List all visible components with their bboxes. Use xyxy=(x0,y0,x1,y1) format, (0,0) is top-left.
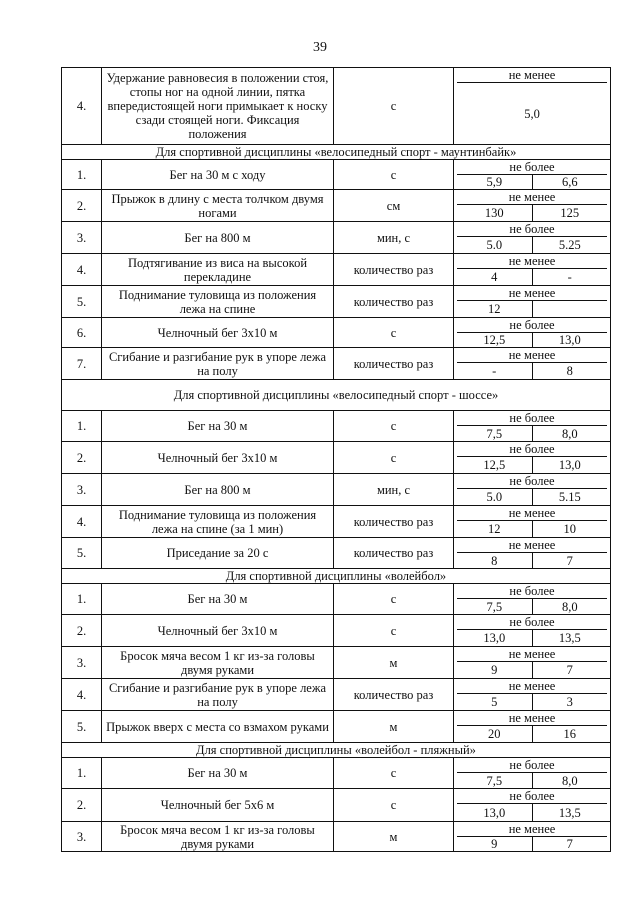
norm-value-boys: 7,5 xyxy=(486,773,503,788)
norm-value-pair xyxy=(457,333,607,347)
norm-values xyxy=(457,711,607,742)
norm-values-cell xyxy=(454,68,611,145)
section-header-row xyxy=(62,743,611,758)
exercise-name: Челночный бег 3x10 м xyxy=(102,615,334,647)
norm-value-girls: 5.15 xyxy=(532,489,608,505)
norm-value-girls: 16 xyxy=(532,726,608,742)
section-header-row xyxy=(62,380,611,411)
norm-values xyxy=(457,348,607,379)
norm-value-boys: 4 xyxy=(491,270,498,284)
exercise-name: Сгибание и разгибание рук в упоре лежа на полу xyxy=(102,679,334,711)
norm-value-pair xyxy=(457,662,607,678)
norm-value-boys: 13,0 xyxy=(483,631,506,645)
exercise-name: Челночный бег 3x10 м xyxy=(102,442,334,474)
norm-values-cell xyxy=(454,758,611,789)
norm-values xyxy=(457,789,607,821)
row-number: 3. xyxy=(62,822,102,852)
norm-value-boys: 13,0 xyxy=(483,805,506,820)
table-row xyxy=(62,442,611,474)
table-row xyxy=(62,254,611,286)
exercise-name: Бросок мяча весом 1 кг из-за головы двумя руками xyxy=(102,647,334,679)
unit-of-measure: м xyxy=(334,822,454,852)
unit-of-measure: с xyxy=(334,789,454,822)
norm-values xyxy=(457,442,607,473)
norm-value-boys: 20 xyxy=(488,727,501,741)
norm-condition-label: не менее xyxy=(457,647,607,662)
norm-value-girls: 7 xyxy=(532,837,608,851)
norm-value-boys: 12 xyxy=(488,302,501,316)
norm-values xyxy=(457,647,607,678)
norm-values-cell xyxy=(454,286,611,318)
norm-value-boys: - xyxy=(492,364,497,378)
unit-of-measure: с xyxy=(334,442,454,474)
norm-values-cell xyxy=(454,615,611,647)
table-row xyxy=(62,789,611,822)
norm-values-cell xyxy=(454,222,611,254)
norm-condition-label: не менее xyxy=(457,822,607,837)
norm-value-boys: 5.0 xyxy=(486,238,503,252)
exercise-name: Прыжок в длину с места толчком двумя ногами xyxy=(102,190,334,222)
norm-values xyxy=(457,584,607,614)
norm-condition-label: не более xyxy=(457,411,607,426)
section-title: Для спортивной дисциплины «велосипедный спорт - шоссе» xyxy=(62,380,611,411)
norm-value-girls: 7 xyxy=(532,553,608,568)
table-row xyxy=(62,160,611,190)
row-number: 5. xyxy=(62,538,102,569)
norm-value-boys: 8 xyxy=(491,553,498,568)
norm-values-cell xyxy=(454,190,611,222)
unit-of-measure: с xyxy=(334,318,454,348)
exercise-name: Поднимание туловища из положения лежа на спине xyxy=(102,286,334,318)
row-number: 4. xyxy=(62,254,102,286)
norm-value-pair xyxy=(457,269,607,285)
norm-value-boys: 12 xyxy=(488,522,501,536)
unit-of-measure: м xyxy=(334,647,454,679)
norm-condition-label: не менее xyxy=(457,679,607,694)
exercise-name: Удержание равновесия в положении стоя, стопы ног на одной линии, пятка впередистоящей ноги примыкает к носку сзади стоящей ноги. Фиксация положения xyxy=(102,68,334,145)
norm-value-pair xyxy=(457,804,607,821)
exercise-name: Бег на 30 м xyxy=(102,584,334,615)
norm-values xyxy=(457,190,607,221)
table-row xyxy=(62,190,611,222)
section-title: Для спортивной дисциплины «волейбол - пляжный» xyxy=(62,743,611,758)
norm-values-cell xyxy=(454,538,611,569)
norm-value-pair xyxy=(457,694,607,710)
table-row xyxy=(62,348,611,380)
row-number: 5. xyxy=(62,711,102,743)
section-header-row xyxy=(62,569,611,584)
exercise-name: Бег на 30 м с ходу xyxy=(102,160,334,190)
norm-values-cell xyxy=(454,318,611,348)
table-row xyxy=(62,758,611,789)
norm-condition-label: не более xyxy=(457,318,607,333)
norm-condition-label: не менее xyxy=(457,711,607,726)
exercise-name: Бег на 800 м xyxy=(102,474,334,506)
norm-condition-label: не менее xyxy=(457,254,607,269)
norm-condition-label: не менее xyxy=(457,538,607,553)
norm-value-pair xyxy=(457,205,607,221)
norm-condition-label: не менее xyxy=(457,348,607,363)
norm-value-boys: 5 xyxy=(491,695,498,709)
table-row xyxy=(62,679,611,711)
norm-value-pair xyxy=(457,726,607,742)
unit-of-measure: количество раз xyxy=(334,348,454,380)
norm-value-pair xyxy=(457,426,607,441)
unit-of-measure: количество раз xyxy=(334,679,454,711)
exercise-name: Челночный бег 3x10 м xyxy=(102,318,334,348)
norm-value-pair xyxy=(457,521,607,537)
norm-value-girls: 5.25 xyxy=(532,237,608,253)
norm-values-cell xyxy=(454,474,611,506)
norms-table-body xyxy=(62,68,611,852)
unit-of-measure: с xyxy=(334,68,454,145)
unit-of-measure: количество раз xyxy=(334,506,454,538)
table-row xyxy=(62,538,611,569)
unit-of-measure: количество раз xyxy=(334,286,454,318)
norm-value-pair xyxy=(457,175,607,189)
table-row xyxy=(62,222,611,254)
norm-value-girls: 7 xyxy=(532,662,608,678)
norm-value-pair xyxy=(457,457,607,473)
norm-value-boys: 12,5 xyxy=(483,333,506,347)
table-row xyxy=(62,711,611,743)
norm-values xyxy=(457,615,607,646)
norm-values-cell xyxy=(454,711,611,743)
norm-value-girls: 8,0 xyxy=(532,599,608,614)
row-number: 2. xyxy=(62,190,102,222)
row-number: 3. xyxy=(62,222,102,254)
norm-condition-label: не более xyxy=(457,615,607,630)
norm-condition-label: не менее xyxy=(457,506,607,521)
norm-values xyxy=(457,758,607,788)
norm-values xyxy=(457,822,607,851)
norm-value-boys: 5,9 xyxy=(486,175,503,189)
row-number: 6. xyxy=(62,318,102,348)
norm-values-cell xyxy=(454,822,611,852)
unit-of-measure: с xyxy=(334,411,454,442)
norm-value-girls: 13,5 xyxy=(532,804,608,821)
row-number: 3. xyxy=(62,647,102,679)
norm-values xyxy=(457,538,607,568)
exercise-name: Сгибание и разгибание рук в упоре лежа на полу xyxy=(102,348,334,380)
table-row xyxy=(62,286,611,318)
row-number: 5. xyxy=(62,286,102,318)
exercise-name: Бег на 30 м xyxy=(102,758,334,789)
norm-values xyxy=(457,254,607,285)
row-number: 7. xyxy=(62,348,102,380)
norm-condition-label: не менее xyxy=(457,286,607,301)
norm-values-cell xyxy=(454,411,611,442)
unit-of-measure: см xyxy=(334,190,454,222)
norm-value-boys: 7,5 xyxy=(486,599,503,614)
row-number: 1. xyxy=(62,758,102,789)
unit-of-measure: мин, с xyxy=(334,474,454,506)
table-row xyxy=(62,474,611,506)
row-number: 2. xyxy=(62,615,102,647)
row-number: 4. xyxy=(62,506,102,538)
unit-of-measure: с xyxy=(334,584,454,615)
section-header-row xyxy=(62,145,611,160)
page-number: 39 xyxy=(313,40,327,55)
row-number: 2. xyxy=(62,442,102,474)
norm-value-pair xyxy=(457,301,607,317)
norm-values-cell xyxy=(454,506,611,538)
norm-values xyxy=(457,286,607,317)
exercise-name: Приседание за 20 с xyxy=(102,538,334,569)
norm-values-cell xyxy=(454,584,611,615)
unit-of-measure: количество раз xyxy=(334,254,454,286)
norm-values xyxy=(457,679,607,710)
norm-values xyxy=(457,160,607,189)
norm-condition-label: не более xyxy=(457,789,607,804)
norm-value-girls: 8,0 xyxy=(532,773,608,788)
norm-value-pair xyxy=(457,837,607,851)
norm-value-boys: 5,0 xyxy=(524,106,540,121)
norm-values-cell xyxy=(454,679,611,711)
unit-of-measure: мин, с xyxy=(334,222,454,254)
norm-value-girls xyxy=(532,301,608,317)
norm-value-pair xyxy=(457,363,607,379)
norm-value-girls: 13,0 xyxy=(532,457,608,473)
section-title: Для спортивной дисциплины «велосипедный спорт - маунтинбайк» xyxy=(62,145,611,160)
norm-value-girls: 3 xyxy=(532,694,608,710)
row-number: 4. xyxy=(62,679,102,711)
row-number: 3. xyxy=(62,474,102,506)
row-number: 4. xyxy=(62,68,102,145)
norm-condition-label: не более xyxy=(457,442,607,457)
row-number: 1. xyxy=(62,411,102,442)
unit-of-measure: с xyxy=(334,160,454,190)
norm-value-pair xyxy=(457,237,607,253)
table-row xyxy=(62,318,611,348)
norm-values xyxy=(457,474,607,505)
norm-values xyxy=(457,318,607,347)
table-row xyxy=(62,506,611,538)
norm-value-girls: 6,6 xyxy=(532,175,608,189)
table-row xyxy=(62,822,611,852)
norm-values-cell xyxy=(454,348,611,380)
norm-value-boys: 9 xyxy=(491,663,498,677)
norm-value-boys: 7,5 xyxy=(486,426,503,441)
norm-value-girls: 8,0 xyxy=(532,426,608,441)
table-row xyxy=(62,68,611,145)
norm-value-pair xyxy=(457,83,607,144)
norm-value-pair xyxy=(457,553,607,568)
norm-value-boys: 5.0 xyxy=(486,490,503,504)
norm-values xyxy=(457,68,607,144)
norm-condition-label: не более xyxy=(457,584,607,599)
exercise-name: Бросок мяча весом 1 кг из-за головы двумя руками xyxy=(102,822,334,852)
norm-value-girls: 13,0 xyxy=(532,333,608,347)
unit-of-measure: м xyxy=(334,711,454,743)
norm-value-boys: 12,5 xyxy=(483,458,506,472)
norm-values-cell xyxy=(454,254,611,286)
norm-values xyxy=(457,506,607,537)
norm-condition-label: не менее xyxy=(457,190,607,205)
norm-value-pair xyxy=(457,489,607,505)
norm-value-pair xyxy=(457,630,607,646)
norm-values xyxy=(457,411,607,441)
norm-value-girls: 125 xyxy=(532,205,608,221)
exercise-name: Бег на 30 м xyxy=(102,411,334,442)
row-number: 2. xyxy=(62,789,102,822)
unit-of-measure: с xyxy=(334,758,454,789)
unit-of-measure: количество раз xyxy=(334,538,454,569)
norm-condition-label: не более xyxy=(457,758,607,773)
norm-values xyxy=(457,222,607,253)
exercise-name: Бег на 800 м xyxy=(102,222,334,254)
norm-value-girls: 8 xyxy=(532,363,608,379)
norm-value-pair xyxy=(457,773,607,788)
norm-condition-label: не более xyxy=(457,160,607,175)
table-row xyxy=(62,647,611,679)
norm-value-girls: - xyxy=(532,269,608,285)
norm-value-girls: 10 xyxy=(532,521,608,537)
norm-condition-label: не более xyxy=(457,222,607,237)
exercise-name: Прыжок вверх с места со взмахом руками xyxy=(102,711,334,743)
exercise-name: Подтягивание из виса на высокой перекладине xyxy=(102,254,334,286)
table-row xyxy=(62,615,611,647)
norm-values-cell xyxy=(454,789,611,822)
exercise-name: Поднимание туловища из положения лежа на спине (за 1 мин) xyxy=(102,506,334,538)
row-number: 1. xyxy=(62,584,102,615)
norm-values-cell xyxy=(454,160,611,190)
section-title: Для спортивной дисциплины «волейбол» xyxy=(62,569,611,584)
norms-table xyxy=(61,67,611,852)
norm-value-boys: 9 xyxy=(491,837,498,851)
norm-values-cell xyxy=(454,647,611,679)
norm-value-pair xyxy=(457,599,607,614)
norm-condition-label: не менее xyxy=(457,68,607,83)
exercise-name: Челночный бег 5x6 м xyxy=(102,789,334,822)
norm-value-girls: 13,5 xyxy=(532,630,608,646)
table-row xyxy=(62,411,611,442)
norm-values-cell xyxy=(454,442,611,474)
norm-value-boys: 130 xyxy=(484,206,504,220)
table-row xyxy=(62,584,611,615)
unit-of-measure: с xyxy=(334,615,454,647)
norm-condition-label: не более xyxy=(457,474,607,489)
row-number: 1. xyxy=(62,160,102,190)
